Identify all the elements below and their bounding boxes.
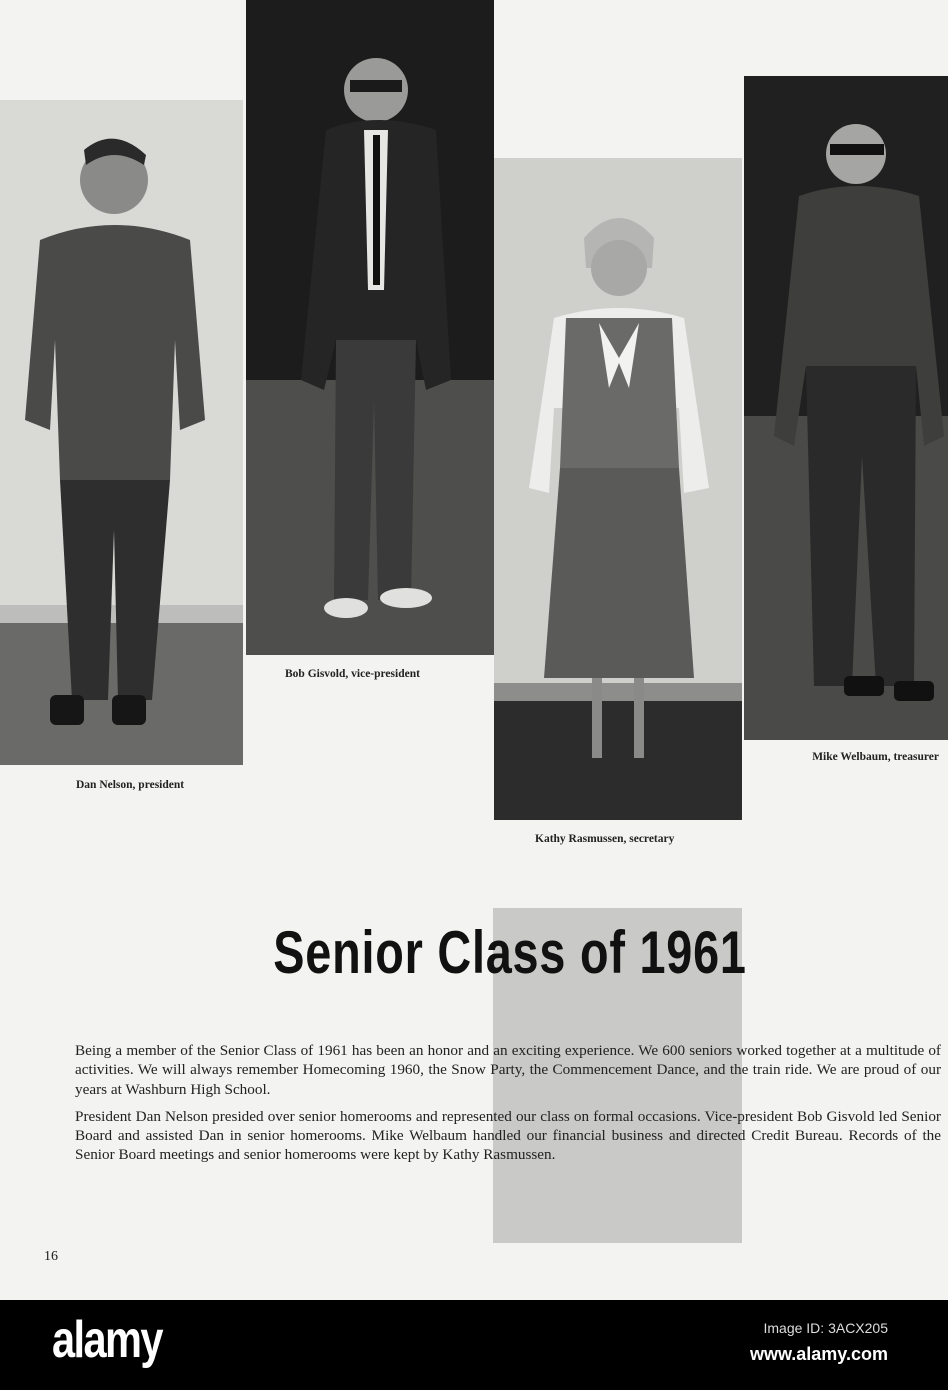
photo-mike-welbaum (744, 76, 948, 740)
image-id: Image ID: 3ACX205 (763, 1320, 888, 1336)
body-text (75, 1041, 941, 1173)
photo-dan-nelson (0, 100, 243, 765)
caption-mike-welbaum: Mike Welbaum, treasurer (812, 751, 939, 763)
alamy-logo: alamy (52, 1311, 162, 1369)
caption-bob-gisvold: Bob Gisvold, vice-president (285, 668, 420, 680)
paragraph: Being a member of the Senior Class of 1961 has been an honor and an exciting experience. We 600 seniors worked together at a multitude of activities. We will always remember Homecoming 1960, the Snow Party, the Commencement Dance, and the train ride. We are proud of our years at Washburn High School. (75, 1042, 941, 1098)
paragraph: President Dan Nelson presided over senior homerooms and represented our class on formal occasions. Vice-president Bob Gisvold led Senior Board and assisted Dan in senior homerooms. Mike Welbaum handled our financial business and directed Credit Bureau. Records of the Senior Board meetings and senior homerooms were kept by Kathy Rasmussen. (75, 1107, 941, 1164)
watermark-bar (0, 1300, 948, 1390)
page-number: 16 (44, 1249, 58, 1264)
caption-dan-nelson: Dan Nelson, president (76, 779, 185, 791)
watermark-url: www.alamy.com (749, 1344, 888, 1364)
caption-kathy-rasmussen: Kathy Rasmussen, secretary (535, 833, 675, 845)
photo-bob-gisvold (246, 0, 494, 655)
photo-kathy-rasmussen (494, 158, 742, 820)
page-title: Senior Class of 1961 (273, 919, 747, 986)
